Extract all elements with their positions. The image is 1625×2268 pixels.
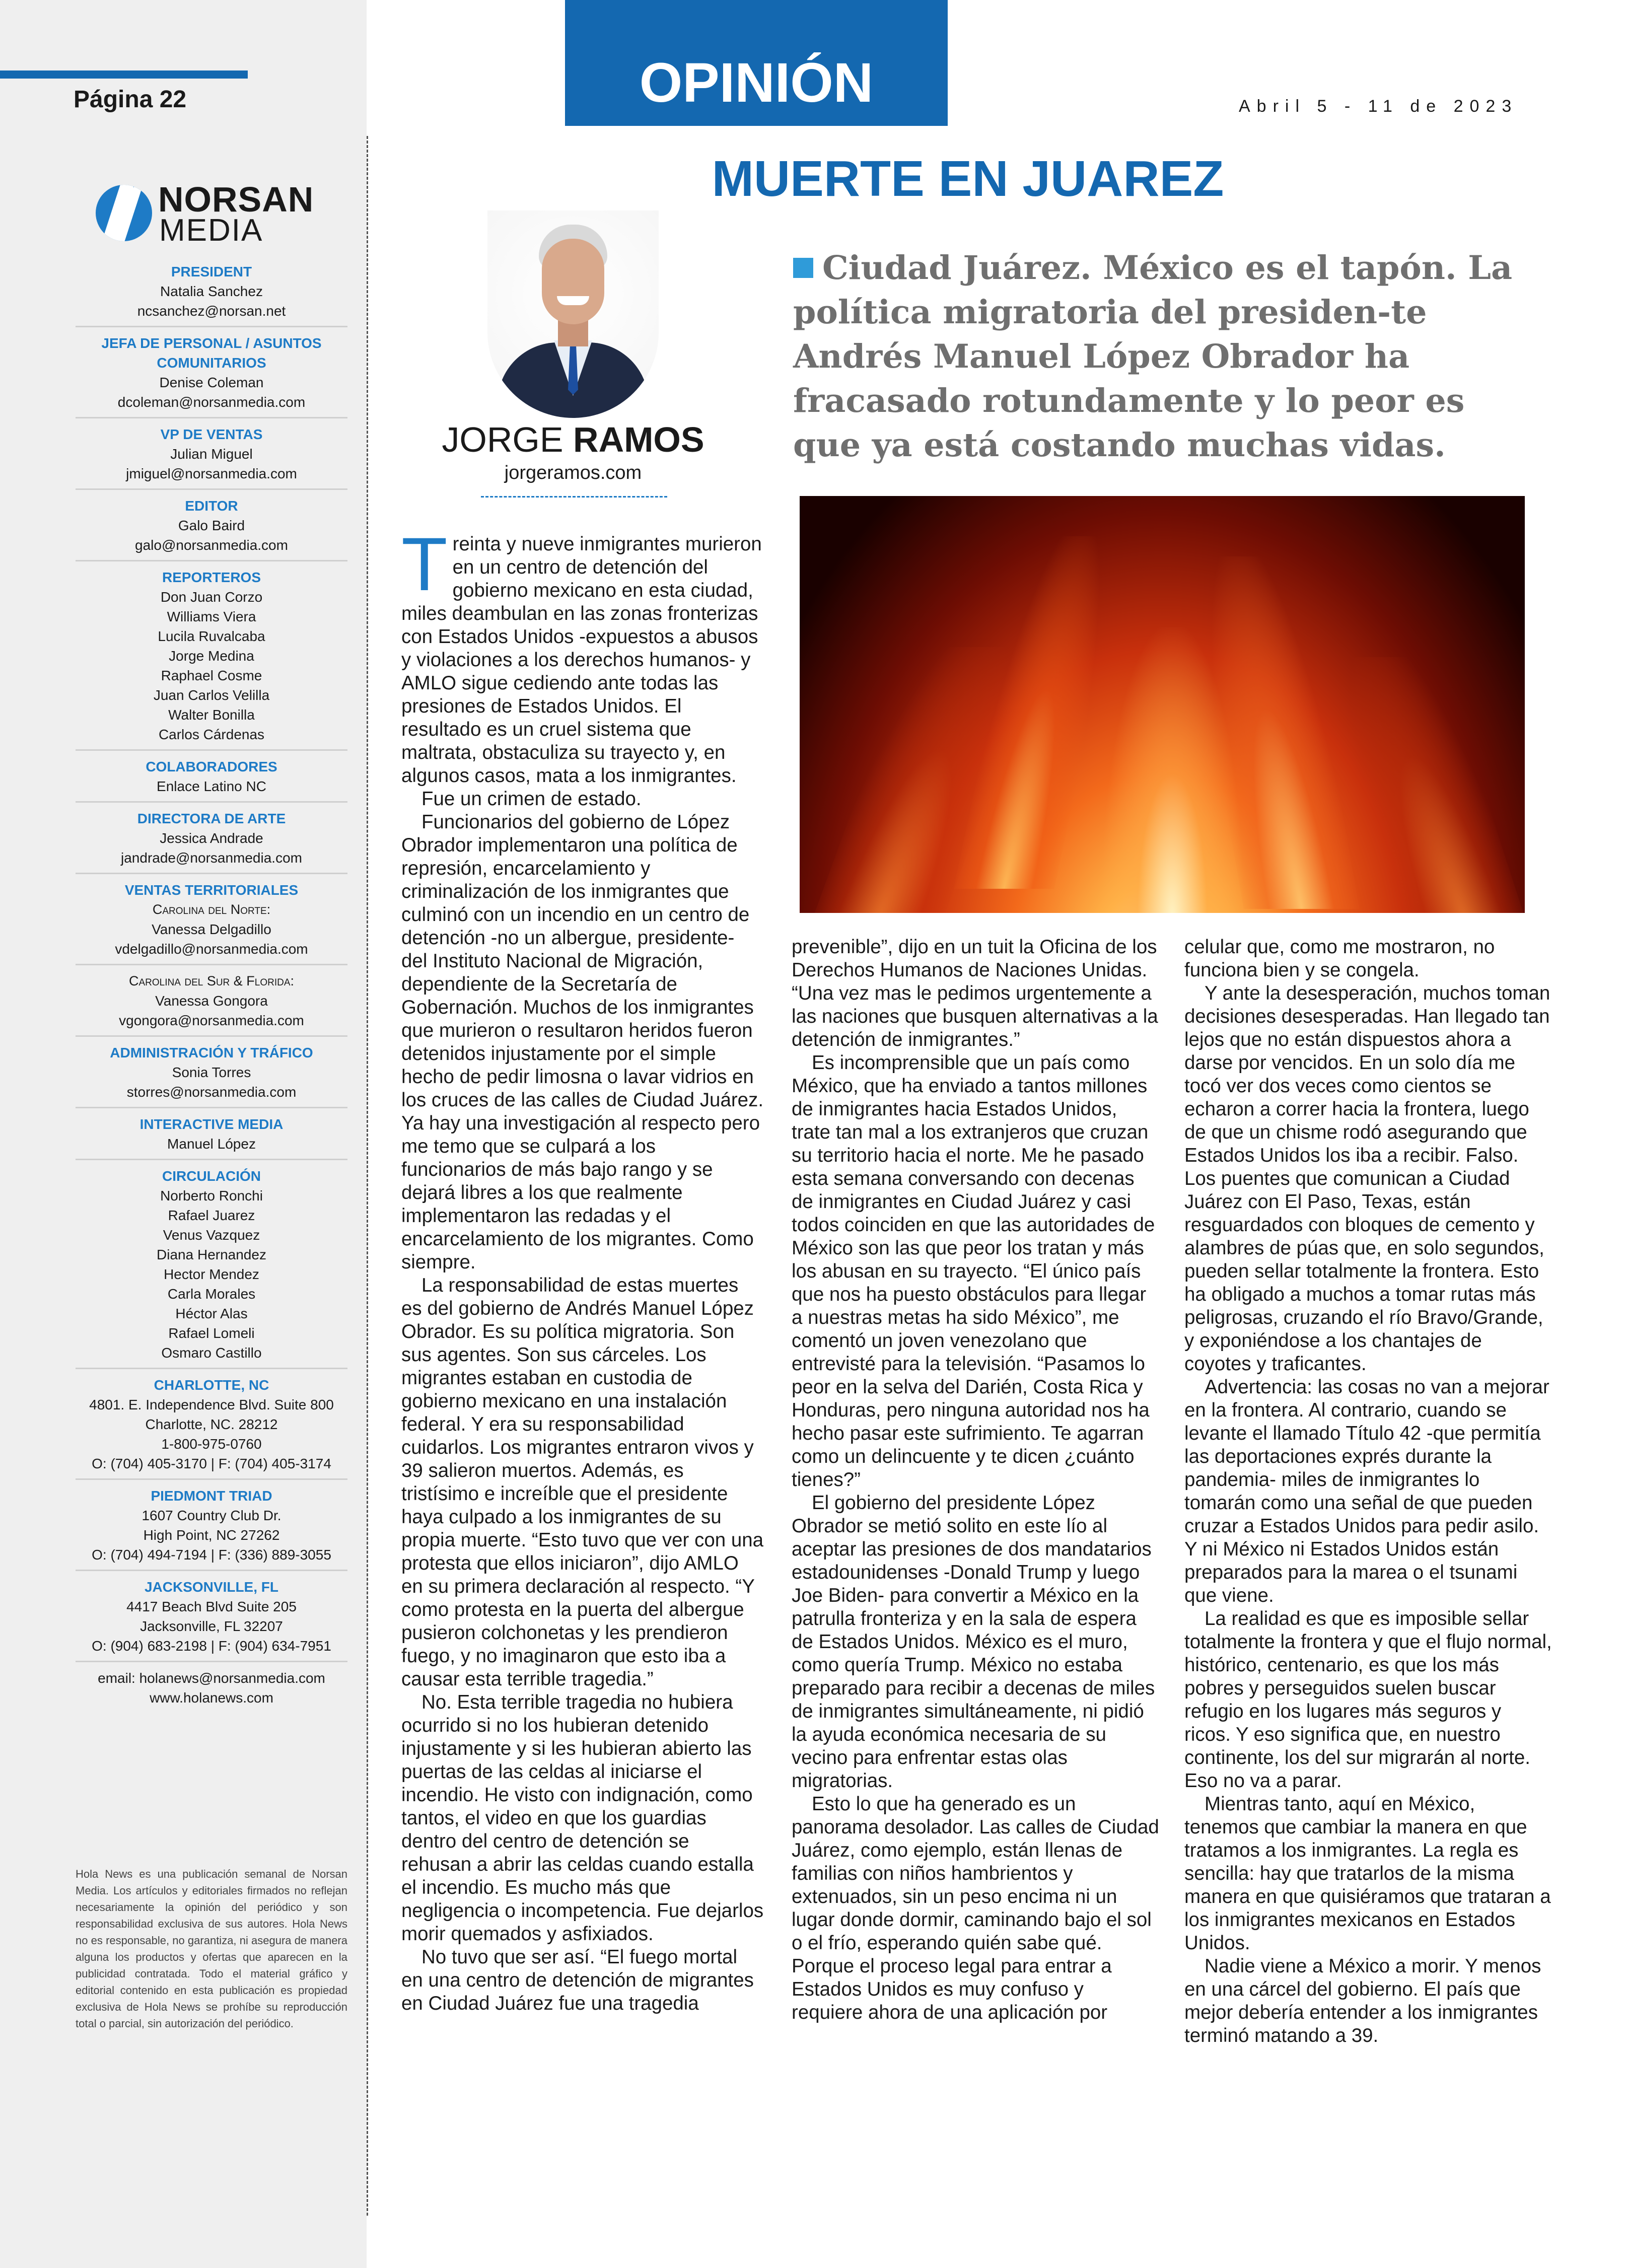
staff-line: 4801. E. Independence Blvd. Suite 800 — [89, 1397, 334, 1412]
article-paragraph: No tuvo que ser así. “El fuego mortal en una centro de detención de migrantes en Ciudad Juárez fue una tragedia — [401, 1946, 754, 2014]
staff-line: Don Juan Corzo — [160, 589, 263, 605]
staff-section — [76, 971, 347, 1037]
norsan-media-logo — [96, 180, 327, 248]
staff-section-title: VP DE VENTAS — [160, 427, 263, 442]
sidebar-accent-bar — [0, 70, 248, 79]
staff-line: Vanessa Delgadillo — [152, 922, 271, 937]
staff-line: Jacksonville, FL 32207 — [140, 1618, 283, 1634]
staff-section-title: JEFA DE PERSONAL / ASUNTOS COMUNITARIOS — [101, 335, 322, 371]
staff-line: Carlos Cárdenas — [158, 727, 265, 742]
staff-line: Raphael Cosme — [161, 668, 262, 683]
article-paragraph: Esto lo que ha generado es un panorama desolador. Las calles de Ciudad Juárez, como ejemplo, están llenas de familias con niños hambrientos y extenuados, sin un peso encima ni un lugar donde dormir, caminando bajo el sol o el frío, esperando quién sabe qué. Porque el proceso legal para entrar a Estados Unidos es muy confuso y requiere ahora de una aplicación por — [792, 1793, 1159, 2023]
section-label: OPINIÓN — [639, 52, 874, 114]
staff-line: Sonia Torres — [172, 1065, 251, 1080]
staff-line: Vanessa Gongora — [155, 993, 268, 1009]
author-last-name: RAMOS — [573, 420, 704, 459]
staff-line: O: (904) 683-2198 | F: (904) 634-7951 — [92, 1638, 331, 1654]
staff-line: Lucila Ruvalcaba — [158, 628, 265, 644]
staff-section — [76, 1114, 347, 1160]
article-paragraph: Funcionarios del gobierno de López Obrador implementaron una política de represión, encarcelamiento y criminalización de los inmigrantes que culminó con un incendio en un centro de detención -no un albergue, presidente- del Instituto Nacional de Migración, dependiente de la Secretaría de Gobernación. Muchos de los inmigrantes que murieron o resultaron heridos fueron detenidos injustamente por el simple hecho de pedir limosna o lavar vidrios en los cruces de las calles de Ciudad Juárez. Ya hay una investigación al respecto pero me temo que se culpará a los funcionarios de más bajo rango y se dejará libres a los que realmente implementaron las redadas y el encarcelamiento de los migrantes. Como siempre. — [401, 811, 764, 1273]
staff-section — [76, 880, 347, 965]
article-paragraph: Mientras tanto, aquí en México, tenemos que cambiar la manera en que tratamos a los inmigrantes. La regla es sencilla: hay que tratarlos de la misma manera en que quisiéramos que trataran a los inmigrantes mexicanos en Estados Unidos. — [1184, 1793, 1551, 1954]
staff-region: Carolina del Sur & Florida: — [128, 973, 295, 988]
staff-section — [76, 1043, 347, 1108]
staff-line: www.holanews.com — [150, 1690, 273, 1706]
staff-section-title: INTERACTIVE MEDIA — [139, 1116, 284, 1132]
staff-line: email: holanews@norsanmedia.com — [98, 1670, 325, 1686]
staff-line: Walter Bonilla — [168, 707, 255, 723]
author-first-name: JORGE — [442, 420, 574, 459]
staff-line: Hector Mendez — [164, 1266, 259, 1282]
author-divider — [481, 496, 667, 498]
pull-quote-text: Ciudad Juárez. México es el tapón. La política migratoria del presiden-te Andrés Manuel López Obrador ha fracasado rotundamente y lo peor es que ya está costando muchas vidas. — [793, 249, 1513, 464]
article-headline: MUERTE EN JUAREZ — [712, 151, 1224, 207]
staff-directory — [76, 262, 347, 1719]
staff-section — [76, 1375, 347, 1480]
staff-line: O: (704) 405-3170 | F: (704) 405-3174 — [92, 1456, 331, 1471]
article-paragraph: Nadie viene a México a morir. Y menos en una cárcel del gobierno. El país que mejor debería entender a los inmigrantes terminó matando a 39. — [1184, 1955, 1541, 2046]
article-column-2 — [792, 936, 1159, 2024]
article-column-3 — [1184, 936, 1552, 2047]
staff-line: Galo Baird — [178, 518, 245, 533]
staff-section-title: EDITOR — [185, 498, 238, 514]
staff-line: High Point, NC 27262 — [143, 1527, 280, 1543]
staff-section — [76, 1668, 347, 1713]
fire-photo — [800, 496, 1525, 913]
staff-line: Williams Viera — [167, 609, 256, 624]
staff-line: jmiguel@norsanmedia.com — [126, 466, 297, 481]
pull-quote — [793, 246, 1528, 467]
staff-line: Jessica Andrade — [160, 830, 263, 846]
article-paragraph: Y ante la desesperación, muchos toman decisiones desesperadas. Han llegado tan lejos que no están dispuestos ahora a darse por vencidos. En un solo día me tocó ver dos veces como cientos se echaron a correr hacia la frontera, luego de que un chisme rodó asegurando que Estados Unidos los iba a recibir. Falso. Los puentes que comunican a Ciudad Juárez con El Paso, Texas, están resguardados con bloques de cemento y alambres de púas que, en solo segundos, pueden sellar totalmente la frontera. Esto ha obligado a muchos a tomar rutas más peligrosas, cruzando el río Bravo/Grande, y exponiéndose a los chantajes de coyotes y traficantes. — [1184, 982, 1550, 1375]
staff-section — [76, 262, 347, 327]
staff-line: Enlace Latino NC — [157, 778, 266, 794]
staff-line: Manuel López — [167, 1136, 256, 1152]
author-website: jorgeramos.com — [504, 462, 642, 483]
article-paragraph — [401, 522, 764, 788]
article-column-1 — [401, 522, 764, 2015]
staff-section-title: DIRECTORA DE ARTE — [137, 811, 286, 826]
staff-section-title: REPORTEROS — [162, 570, 261, 585]
staff-section — [76, 1166, 347, 1369]
staff-line: galo@norsanmedia.com — [135, 537, 288, 553]
sidebar-divider — [367, 136, 368, 2216]
staff-line: 1607 Country Club Dr. — [142, 1508, 281, 1523]
drop-cap: T — [401, 522, 448, 606]
staff-section — [76, 1486, 347, 1571]
staff-section-title: CIRCULACIÓN — [162, 1168, 261, 1184]
staff-line: Natalia Sanchez — [160, 284, 263, 299]
staff-section — [76, 568, 347, 751]
staff-line: 1-800-975-0760 — [161, 1436, 262, 1452]
staff-line: Norberto Ronchi — [160, 1188, 263, 1203]
article-paragraph: La responsabilidad de estas muertes es del gobierno de Andrés Manuel López Obrador. Es su política migratoria. Son sus agentes. Son sus cárceles. Los migrantes estaban en custodia de gobierno mexicano en una instalación federal. Y era su responsabilidad cuidarlos. Los migrantes entraron vivos y 39 salieron muertos. Además, es tristísimo e increíble que el presidente haya culpado a los inmigrantes de su propia muerte. “Esto tuvo que ver con una protesta que ellos iniciaron”, dijo AMLO en su primera declaración al respecto. “Y como protesta en la puerta del albergue pusieron colchonetas y les prendieron fuego, y no imaginaron que esto iba a causar esta terrible tragedia.” — [401, 1274, 764, 1690]
staff-section — [76, 809, 347, 874]
staff-line: Carla Morales — [167, 1286, 256, 1302]
staff-line: Charlotte, NC. 28212 — [145, 1416, 278, 1432]
staff-section-title: PRESIDENT — [171, 264, 252, 279]
staff-section-title: VENTAS TERRITORIALES — [124, 882, 299, 898]
logo-brand-text: NORSAN — [158, 180, 314, 219]
staff-section-title: COLABORADORES — [146, 759, 277, 774]
issue-date: Abril 5 - 11 de 2023 — [1239, 97, 1518, 116]
staff-section — [76, 333, 347, 418]
square-bullet-icon — [793, 258, 813, 278]
article-paragraph: No. Esta terrible tragedia no hubiera ocurrido si no los hubieran detenido injustamente y si les hubieran abierto las puertas de las celdas al iniciarse el incendio. He visto con indignación, como tantos, el video en que los guardias dentro del centro de detención se rehusan a abrir las celdas cuando estalla el incendio. Es mucho más que negligencia o incompetencia. Fue dejarlos morir quemados y asfixiados. — [401, 1691, 764, 1945]
staff-line: dcoleman@norsanmedia.com — [117, 394, 306, 410]
staff-line: jandrade@norsanmedia.com — [121, 850, 302, 866]
staff-section — [76, 1577, 347, 1662]
article-paragraph: Advertencia: las cosas no van a mejorar en la frontera. Al contrario, cuando se levante el llamado Título 42 -que permitía las deportaciones exprés durante la pandemia- miles de inmigrantes lo tomarán como una señal de que pueden cruzar a Estados Unidos para pedir asilo. Y ni México ni Estados Unidos están preparados para la marea o el tsunami que viene. — [1184, 1376, 1549, 1606]
staff-section-title: PIEDMONT TRIAD — [151, 1488, 272, 1504]
norsan-swirl-logo-icon — [96, 185, 152, 241]
staff-line: Denise Coleman — [159, 375, 264, 390]
author-name — [432, 422, 714, 457]
staff-line: Héctor Alas — [175, 1306, 248, 1321]
staff-region: Carolina del Norte: — [152, 902, 271, 917]
staff-line: Venus Vazquez — [163, 1227, 260, 1243]
article-paragraph: La realidad es que es imposible sellar totalmente la frontera y que el flujo normal, histórico, centenario, es que los más pobres y perseguidos suelen buscar refugio en los lugares más seguros y ricos. Y eso significa que, en nuestro continente, los del sur migrarán al norte. Eso no va a parar. — [1184, 1608, 1552, 1792]
author-photo — [487, 210, 659, 418]
staff-section-title: CHARLOTTE, NC — [154, 1377, 269, 1393]
publication-disclaimer: Hola News es una publicación semanal de Norsan Media. Los artículos y editoriales firmados no reflejan necesariamente la opinión del periódico y son responsabilidad exclusiva de sus autores. Hola News no es responsable, no garantiza, ni asegura de manera alguna los productos y ofertas que aparecen en la publicidad contratada. Todo el material gráfico y editorial contenido en esta publicación es propiedad exclusiva de Hola News se prohíbe su reproducción total o parcial, sin autorización del periódico. — [76, 1868, 347, 2030]
article-paragraph: Es incomprensible que un país como México, que ha enviado a tantos millones de inmigrantes hacia Estados Unidos, trate tan mal a los extranjeros que cruzan su territorio hacia el norte. Me he pasado esta semana conversando con decenas de inmigrantes en Ciudad Juárez y casi todos coinciden en que las autoridades de México son las que peor los tratan y más los abusan en su trayecto. “El único país que nos ha puesto obstáculos para llegar a nuestras metas ha sido México”, me comentó un joven venezolano que entrevisté para la televisión. “Pasamos lo peor en la selva del Darién, Costa Rica y Honduras, pero ninguna autoridad nos ha hecho pasar este sufrimiento. Te agarran como un delincuente y te dicen ¿cuánto tienes?” — [792, 1052, 1155, 1491]
staff-section — [76, 424, 347, 490]
article-paragraph: celular que, como me mostraron, no funciona bien y se congela. — [1184, 936, 1495, 981]
staff-line: Julian Miguel — [170, 446, 253, 462]
staff-line: Osmaro Castillo — [161, 1345, 262, 1361]
staff-line: Juan Carlos Velilla — [153, 687, 270, 703]
logo-sub-text: MEDIA — [159, 213, 263, 248]
staff-section — [76, 757, 347, 803]
staff-line: vgongora@norsanmedia.com — [119, 1013, 304, 1028]
staff-line: O: (704) 494-7194 | F: (336) 889-3055 — [92, 1547, 331, 1563]
article-text: reinta y nueve inmigrantes murieron en un centro de detención del gobierno mexicano en esta ciudad, miles deambulan en las zonas fronterizas con Estados Unidos -expuestos a abusos y violaciones a los derechos humanos- y AMLO sigue cediendo ante todas las presiones de Estados Unidos. El resultado es un cruel sistema que maltrata, obstaculiza su trayecto y, en algunos casos, mata a los inmigrantes. — [401, 533, 762, 787]
staff-line: Rafael Lomeli — [168, 1325, 255, 1341]
section-tab — [565, 0, 948, 126]
masthead-sidebar — [0, 0, 367, 2268]
staff-line: vdelgadillo@norsanmedia.com — [115, 941, 308, 957]
staff-line: ncsanchez@norsan.net — [137, 303, 286, 319]
staff-section — [76, 496, 347, 561]
staff-section-title: ADMINISTRACIÓN Y TRÁFICO — [110, 1045, 313, 1060]
staff-line: Rafael Juarez — [168, 1208, 255, 1223]
staff-line: storres@norsanmedia.com — [126, 1084, 297, 1100]
staff-line: Diana Hernandez — [157, 1247, 266, 1262]
article-paragraph: Fue un crimen de estado. — [421, 788, 642, 810]
staff-line: Jorge Medina — [169, 648, 254, 664]
page-number: Página 22 — [74, 86, 187, 113]
staff-line: 4417 Beach Blvd Suite 205 — [126, 1599, 297, 1614]
article-paragraph: prevenible”, dijo en un tuit la Oficina de los Derechos Humanos de Naciones Unidas. “Una vez mas le pedimos urgentemente a las naciones que busquen alternativas a la detención de inmigrantes.” — [792, 936, 1158, 1050]
article-paragraph: El gobierno del presidente López Obrador se metió solito en este lío al aceptar las presiones de dos mandatarios estadounidenses -Donald Trump y luego Joe Biden- para convertir a México en la patrulla fronteriza y en la sala de espera de Estados Unidos. México es el muro, como quería Trump. México no estaba preparado para recibir a decenas de miles de inmigrantes simultáneamente, ni pidió la ayuda económica necesaria de su vecino para enfrentar estas olas migratorias. — [792, 1492, 1155, 1792]
staff-section-title: JACKSONVILLE, FL — [144, 1579, 278, 1595]
